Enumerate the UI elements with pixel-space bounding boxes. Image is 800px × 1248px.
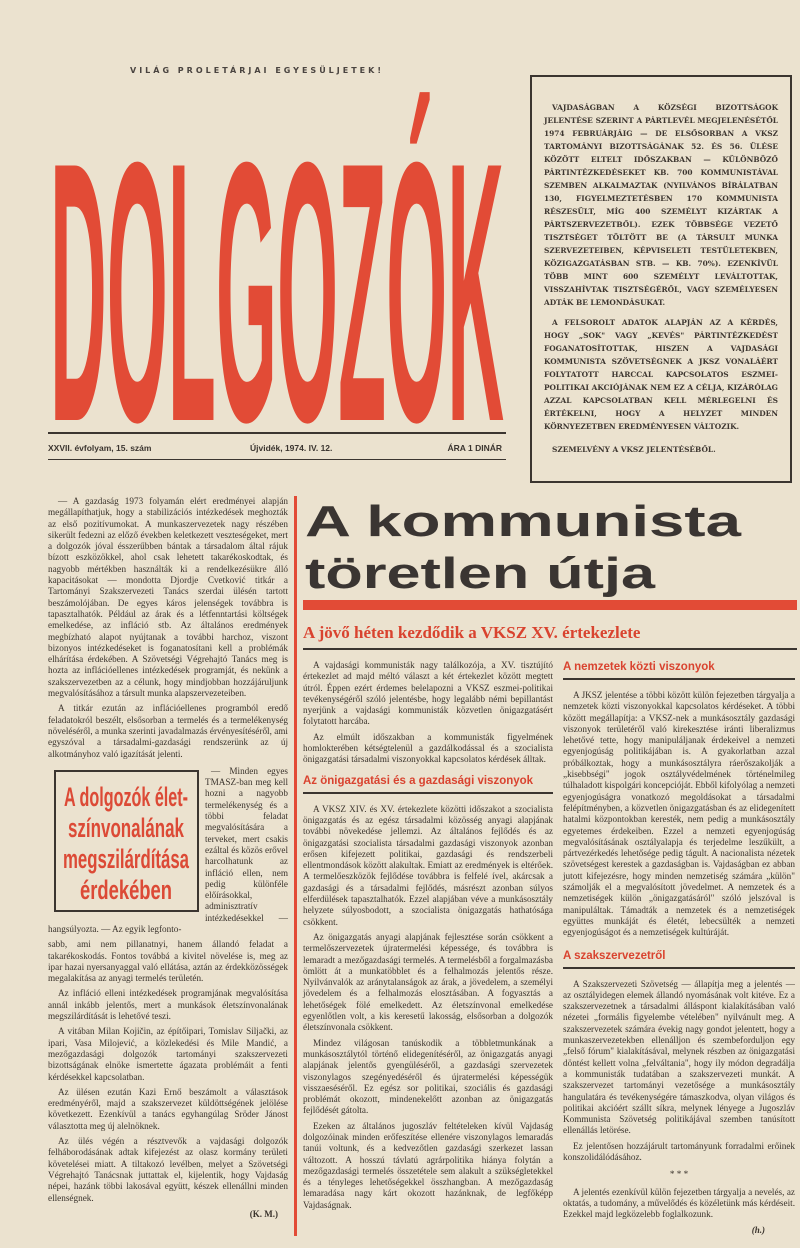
dateline [48, 441, 506, 455]
article-paragraph: Ezeken az általános jugoszláv feltételeken kívül Vajdaság dolgozóinak minden erőfeszítése ellenére viszonylagos lemaradás tanúi voltunk, és a kedvezőtlen gazdasági szerkezet lassan változott. A hosszú távlatú agrárpolitika hiánya folytán a mezőgazdasági termelés összetétele sem alakult a szükségletekkel és a tényleges lehetőségekkel összhangban. A mezőgazdaság lemaradása nagy kárt okozott hazánknak, de legfőképp Vajdaságnak. [303, 1120, 553, 1210]
date-place: Újvidék, 1974. IV. 12. [250, 443, 333, 453]
article-paragraph: sabb, ami nem pillanatnyi, hanem állandó feladat a takarékoskodás. Fontos továbbá a kivitel növelése is, meg az ipar hazai nyersanyaggal való ellátása, aztán az érdekközösségek megalakítása az anyagi termelés területén. [48, 939, 288, 984]
boxed-title-svg [56, 772, 197, 910]
section-heading: Az önigazgatási és a gazdasági viszonyok [303, 774, 534, 787]
masthead-rule-top [48, 432, 506, 434]
box-paragraph: A FELSOROLT ADATOK ALAPJÁN AZ A KÉRDÉS, HOGY „SOK" VAGY „KEVÉS" PÁRTINTÉZKEDÉST FOGANATOSÍTOTTAK, HISZEN A VAJDASÁGI KOMMUNISTA SZÖVETSÉGNEK A JKSZ VONALÁÉRT FOLYTATOTT HARCCAL KAPCSOLATOS ESZMEI-POLITIKAI AKCIÓJÁNAK NEM EZ A CÉLJA, KIZÁRÓLAG AZZAL KAPCSOLATBAN KELL MÉRLEGELNI ÉS ÉRTÉKELNI, HOGY A HELYZET MINDEN KÖRNYEZETBEN EREDMÉNYESEN VÁLTOZIK. [544, 318, 778, 431]
article-paragraph: A titkár ezután az inflációellenes programból eredő feladatokról beszélt, elsősorban a termelés és a termelékenység növeléséről, a munka szerinti javadalmazás érvényesítéséről, ami egyszóval a társadalmi-gazdasági rendszerünk az új alkotmányhoz való igazítását jelenti. [48, 703, 288, 759]
boxed-title [54, 770, 199, 912]
column-divider-red [294, 496, 297, 1236]
article-paragraph: A VKSZ XIV. és XV. értekezlete közötti időszakot a szocialista önigazgatás és az egész társadalmi közösség anyagi alapjának további növekedése jellemzi. Az általános fejlődés és az önigazgatási szocialista társadalmi gazdasági viszonyok azonban erősen kifejezett politikai, gazdasági és rendszerbeli ellentmondások között alakultak. Emiatt az eredmények is eltérőek. A termelőeszközök fejlődése továbbra is felfelé ível, akárcsak a gazdasági és a társadalmi fejlődés, másrészt azonban súlyos elferdülések tapasztalhatók. Ezzel alapjában véve a munkásosztály helyzete súlyosbodott, a szocialista önigazgatás hathatósága csökkent. [303, 803, 553, 927]
boxed-title-line: megszilárdítása [63, 843, 190, 874]
article-paragraph: A vitában Milan Kojičin, az építőipari, Tomislav Siljački, az ipari, Vasa Milojević, a közlekedési és Mile Mandić, a mezőgazdasági dolgozók tartományi szakszervezeti bizottságának elnöke ismertette ágazata problémáit a fenti kérdésekkel kapcsolatban. [48, 1026, 288, 1082]
boxed-title-line: színvonalának [68, 812, 185, 843]
front-page-body [48, 496, 797, 1236]
price: ÁRA 1 DINÁR [447, 443, 502, 453]
section-rule [303, 792, 553, 794]
article-paragraph: Az infláció elleni intézkedések programjának megvalósítása annál inkább jelentős, mert a munkások életszínvonalának megszilárdítását is lehetővé teszi. [48, 988, 288, 1022]
article-paragraph: Az önigazgatás anyagi alapjának fejlesztése során csökkent a termelőszervezetek újratermelési képessége, és továbbra is lemaradt a mezőgazdasági termelés. A termelésből a forgalmazásba ömlött át a munkatöbblet és a felhalmozás jelentős része. Nyilvánvalók az aránytalanságok az árak, a jövedelem, a személyi jövedelem és a felhalmozás elosztásában. A fogyasztás a lehetőségek fölé emelkedett. Az életszínvonal emelkedése egyenlőtlen volt, a kis keresetű lakosság, elsősorban a dolgozók életszínvonala csökkent. [303, 931, 553, 1033]
boxed-title-line: A dolgozók élet- [64, 781, 188, 812]
headline-red-bar [303, 600, 797, 610]
main-article [303, 496, 797, 1236]
masthead-rule-bottom [48, 459, 506, 460]
headline-line: A kommunista [305, 497, 742, 546]
article-paragraph: Az ülés végén a résztvevők a vajdasági dolgozók felháborodásának adtak kifejezést az olasz kormány területi követelései miatt. A tiltakozó levélben, melyet a Szövetségi Végrehajtó Tanácsnak juttattak el, kijelentik, hogy Vajdaság népei, hazánk többi lakosával együtt, készek ellenállni minden ellenségnek. [48, 1136, 288, 1203]
article-paragraph: — A gazdaság 1973 folyamán elért eredményei alapján megállapíthatjuk, hogy a stabilizációs intézkedések meghozták az első pozitívumokat. A munkaszervezetek nagy részében sikerült fedezni az előző években keletkezett veszteségeket, mert a dolgozók jóval ésszerűbben bántak a társadalom által rájuk bízott eszközökkel, ahol csak lehetett takarékoskodtak, és nagyobb mértékben használták ki a rendelkezésükre álló kapacitásokat — mondotta Djordje Cvetković titkár a Tartományi Szakszervezeti Tanács szerdai ülésén tartott beszámolójában. De egyes káros jelenségek továbbra is tapasztalhatók. Például az árak és a létfenntartási költségek emelkedése, az infláció stb. Az általános eredmények megbízható alapot nyújtanak a további harchoz, viszont bizonyos intézkedéseket is foganatosítani kell a problémák elhárítása érdekében. A Szövetségi Végrehajtó Tanács meg is hozta az inflációellenes intézkedések programját, és nekünk a szakszervezetben az a célunk, hogy mindjobban hozzájáruljunk megvalósításához a társult munka alapszervezeteiben. [48, 496, 288, 699]
section-rule [563, 967, 795, 969]
section-heading: A szakszervezetről [563, 949, 666, 962]
article-paragraph: Az elmúlt időszakban a kommunisták figyelmének homlokterében kétségtelenül a gazdálkodással és a szocialista önigazgatási társadalmi viszonyokkal kapcsolatos kérdések álltak. [303, 731, 553, 765]
article-paragraph: A jelentés ezenkívül külön fejezetben tárgyalja a nevelés, az oktatás, a tudomány, a művelődés és közéletünk más kérdéseit. Ezekkel majd legközelebb foglalkozunk. [563, 1186, 795, 1220]
article-paragraph: — Minden egyes TMASZ-ban meg kell hozni a nagyobb termelékenység és a többi feladat megvalósítására a terveket, mert csakis ezáltal és közös erővel harcolhatunk az infláció ellen, nem pedig különféle előírásokkal, adminisztratív intézkedésekkel — hangsúlyozta. — Az egyik legfonto- [48, 765, 288, 934]
main-article-columns [303, 660, 797, 1236]
box-paragraph: VAJDASÁGBAN A KÖZSÉGI BIZOTTSÁGOK JELENTÉSE SZERINT A PÁRTLEVÉL MEGJELENÉSÉTŐL 1974 FEBRUÁRJÁIG — DE ELSŐSORBAN A VKSZ TARTOMÁNYI BIZOTTSÁGÁNAK 52. ÉS 56. ÜLÉSE KÖZÖTT ELTELT IDŐSZAKBAN — KÜLÖNBÖZŐ PÁRTINTÉZKEDÉSEKET KB. 700 KOMMUNISTÁVAL SZEMBEN ALKALMAZTAK (NYILVÁNOS BÍRÁLATBAN 130, FIGYELMEZTETÉSBEN 170 KOMMUNISTA RÉSZESÜLT, MÍG 400 SZEMÉLYT KIZÁRTAK A PÁRTSZERVEZETBŐL). EZEK TÖBBSÉGE VEZETŐ TISZTSÉGET TÖLTÖTT BE (A TÁRSULT MUNKA SZERVEZETEIBEN, KÉPVISELETI TESTÜLETEKBEN, KÖZIGAZGATÁSBAN STB. — KB. 70%). EZENKÍVÜL TÖBB MINT 600 SZEMÉLYT LEVÁLTOTTAK, VISSZAHÍVTAK TISZTSÉGÉRŐL, VAGY SZEMÉLYESEN ADTÁK BE LEMONDÁSUKAT. [544, 103, 778, 307]
main-headline [303, 496, 763, 598]
box-source: SZEMELVÉNY A VKSZ JELENTÉSÉBŐL. [552, 445, 716, 454]
headline-line: töretlen útja [305, 549, 656, 598]
masthead-motto: VILÁG PROLETÁRJAI EGYESÜLJETEK! [130, 66, 384, 75]
right-column [563, 660, 795, 1236]
article-paragraph: A JKSZ jelentése a többi között külön fejezetben tárgyalja a nemzetek közti viszonyokkal kapcsolatos kérdéseket. A többi között megállapítja: a VKSZ-nek a munkásosztály gazdasági viszonyok területéről való kirekesztése iránti liberalizmus lehetővé tette, hogy manipuláljanak érdekeivel a nemzeti egyenjogúság politikájában is. A gyakorlatban azzal próbálkoztak, hogy a munkásosztályra ráerőszakolják a „kisebbségi" jogok osztályvédelmének történelmileg túlhaladott kispolgári koncepcióját. Ebből kifolyólag a nemzeti egyenjogúságra vonatkozó megoldásokat a társadalmi felépítményben, a közvetlen önigazgatásban és az elidegenített hatalmi központokban keresték, nem pedig a munkásosztály egyetemes érdekeiben. Ezzel a nemzeti egyenjogúság megvalósításának osztályalapja és terjedelme leszűkült, a pártvezérkedés lehetősége pedig tágult. A nacionalista nézetek szövetségest kerestek a gazdaságban is. Vajdaságban ez abban jutott kifejezésre, hogy minden nemzetiség számára „külön" számolják el a megvalósított jövedelmet. A nemzetek és a nemzetiségek külön „önigazgatásáról" szóló jelszóval is manipuláltak. Támadták a nemzetek és a nemzetiségek együttes munkáját és életét, lebecsülték a nemzeti egyenjogúságot és a nemzetiségek kultúráját. [563, 690, 795, 938]
front-page-top [48, 62, 797, 483]
article-paragraph: A vajdasági kommunisták nagy találkozója, a XV. tisztújító értekezlet ad majd méltó választ a két értekezlet között megtett útról. Éppen ezért érdemes belelapozni a VKSZ eszmei-politikai tevékenységéről szóló jelentésbe, hogy legalább némi bepillantást nyerjünk a vajdasági kommunisták közvetlen önigazgatásért folytatott harcába. [303, 660, 553, 727]
boxed-title-line: érdekében [80, 874, 172, 905]
article-paragraph: Mindez világosan tanúskodik a többletmunkának a munkásosztálytól történő elidegenítéséről, az önigazgatás anyagi alapjának jelentős gyengüléséről, a gazdasági szervezetek viszonylagos szegényedéséről és újratermelési képességük visszaeséséről. Ez egész sor politikai, szociális és gazdasági problémát okozott, mindenekelőtt azonban az önigazgatás fejlődését gátolta. [303, 1037, 553, 1116]
main-subhead: A jövő héten kezdődik a VKSZ XV. értekezlete [303, 623, 641, 642]
middle-column [303, 660, 553, 1236]
section-rule [563, 678, 795, 680]
masthead-title [48, 80, 506, 432]
subhead-rule [303, 648, 797, 650]
party-report-box [530, 75, 792, 483]
article-paragraph: Az ülésen ezután Kazi Ernő beszámolt a választások eredményéről, majd a szakszervezet küldöttségének jelölése következett. Ezenkívül a tanács egyhangúlag Sröder Jánost választotta meg új alelnöknek. [48, 1086, 288, 1131]
article-paragraph: Ez jelentősen hozzájárult tartományunk forradalmi erőinek konszolidálódásához. [563, 1140, 795, 1162]
article-signature: (h.) [751, 1225, 765, 1236]
article-paragraph: A Szakszervezeti Szövetség — állapítja meg a jelentés — az osztályidegen elemek állandó nyomásának volt kitéve. Ez a szakszervezetnek a társadalmi álláspont kialakításában való nézetei „formális figyelembe vételében" nyilvánult meg. A szakszervezetek számára évekig nagy gondot jelentett, hogy a munkaszervezetekben ellenálljon és szembeforduljon egy „felső fórum" kialakításával, melynek részben az önigazgatási döntést kellett volna „felváltania", hogy ily módon degradálja a kommunisták tudatában a szakszervezeti munkát. A szakszervezet tartományi vezetősége a munkásosztály hangulatára és tevékenységére támaszkodva, olyan világos és politikai akcióért szállt síkra, melynek lényege a Jugoszláv Kommunista Szövetség politikájával szemben tanúsított ellenállás letörése. [563, 978, 795, 1136]
masthead-title-text: DOLGOZÓK [50, 86, 504, 432]
volume-number: XXVII. évfolyam, 15. szám [48, 443, 152, 453]
section-heading: A nemzetek közti viszonyok [563, 661, 715, 673]
section-separator: * * * [669, 1169, 689, 1180]
masthead [48, 62, 506, 460]
left-article [48, 496, 288, 1236]
left-article-signature: (K. M.) [249, 1208, 278, 1219]
